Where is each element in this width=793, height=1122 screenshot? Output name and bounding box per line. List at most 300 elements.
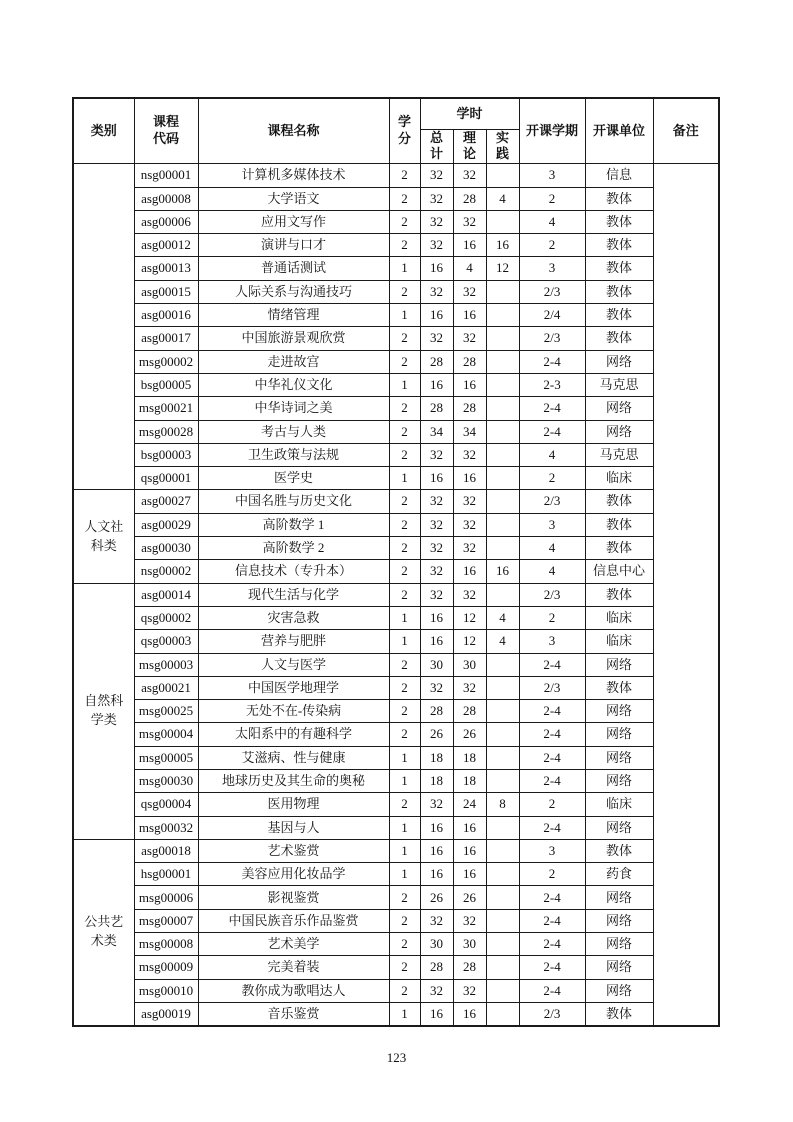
cell-credits: 2 [389, 350, 420, 373]
cell-theory: 28 [453, 700, 486, 723]
cell-name: 无处不在-传染病 [198, 700, 389, 723]
cell-credits: 2 [389, 443, 420, 466]
cell-dept: 网络 [585, 816, 653, 839]
table-header [73, 98, 719, 164]
cell-name: 营养与肥胖 [198, 630, 389, 653]
cell-total: 32 [420, 187, 453, 210]
table-row [73, 653, 719, 676]
cell-total: 16 [420, 816, 453, 839]
cell-credits: 1 [389, 770, 420, 793]
cell-practice [486, 979, 519, 1002]
cell-theory: 34 [453, 420, 486, 443]
table-row [73, 630, 719, 653]
cell-name: 卫生政策与法规 [198, 443, 389, 466]
table-row [73, 467, 719, 490]
cell-theory: 28 [453, 187, 486, 210]
cell-practice [486, 513, 519, 536]
cell-name: 艺术美学 [198, 933, 389, 956]
cell-code: msg00005 [134, 746, 198, 769]
cell-semester: 2-4 [519, 420, 585, 443]
cell-theory: 32 [453, 164, 486, 187]
cell-theory: 28 [453, 956, 486, 979]
cell-semester: 2-4 [519, 933, 585, 956]
cell-credits: 2 [389, 723, 420, 746]
cell-credits: 2 [389, 513, 420, 536]
cell-dept: 网络 [585, 397, 653, 420]
cell-total: 28 [420, 397, 453, 420]
cell-practice [486, 956, 519, 979]
cell-dept: 教体 [585, 280, 653, 303]
cell-total: 32 [420, 560, 453, 583]
cell-practice [486, 350, 519, 373]
header-hours-practice: 实践 [486, 129, 519, 164]
category-cell [73, 839, 134, 1025]
cell-name: 中华礼仪文化 [198, 373, 389, 396]
course-table-body [73, 164, 719, 1026]
cell-theory: 32 [453, 979, 486, 1002]
cell-theory: 12 [453, 606, 486, 629]
header-course-code: 课程代码 [134, 98, 198, 164]
cell-credits: 1 [389, 304, 420, 327]
cell-practice [486, 886, 519, 909]
cell-code: nsg00001 [134, 164, 198, 187]
cell-name: 中国医学地理学 [198, 676, 389, 699]
cell-semester: 2-4 [519, 700, 585, 723]
cell-semester: 3 [519, 513, 585, 536]
cell-practice: 16 [486, 560, 519, 583]
cell-name: 现代生活与化学 [198, 583, 389, 606]
cell-theory: 4 [453, 257, 486, 280]
cell-theory: 16 [453, 816, 486, 839]
table-row [73, 933, 719, 956]
cell-code: asg00006 [134, 210, 198, 233]
cell-practice [486, 397, 519, 420]
cell-name: 考古与人类 [198, 420, 389, 443]
cell-dept: 马克思 [585, 373, 653, 396]
header-credits: 学分 [389, 98, 420, 164]
cell-dept: 网络 [585, 746, 653, 769]
cell-code: msg00003 [134, 653, 198, 676]
cell-code: msg00010 [134, 979, 198, 1002]
cell-total: 30 [420, 653, 453, 676]
cell-dept: 教体 [585, 234, 653, 257]
category-label: 人文社科类 [84, 518, 124, 553]
cell-semester: 4 [519, 210, 585, 233]
cell-total: 16 [420, 467, 453, 490]
cell-name: 信息技术（专升本） [198, 560, 389, 583]
cell-theory: 28 [453, 397, 486, 420]
course-table [72, 97, 720, 1027]
cell-semester: 2-3 [519, 373, 585, 396]
cell-code: msg00006 [134, 886, 198, 909]
cell-name: 走进故宫 [198, 350, 389, 373]
cell-theory: 16 [453, 304, 486, 327]
cell-total: 32 [420, 793, 453, 816]
cell-theory: 18 [453, 746, 486, 769]
cell-theory: 32 [453, 537, 486, 560]
cell-total: 16 [420, 839, 453, 862]
cell-credits: 1 [389, 373, 420, 396]
table-row [73, 350, 719, 373]
cell-semester: 2-4 [519, 956, 585, 979]
cell-dept: 网络 [585, 979, 653, 1002]
cell-practice: 16 [486, 234, 519, 257]
cell-code: asg00014 [134, 583, 198, 606]
category-label: 自然科学类 [84, 693, 124, 728]
cell-code: asg00008 [134, 187, 198, 210]
cell-semester: 2/3 [519, 327, 585, 350]
table-row [73, 373, 719, 396]
table-row [73, 676, 719, 699]
cell-total: 18 [420, 746, 453, 769]
cell-code: qsg00001 [134, 467, 198, 490]
table-row [73, 816, 719, 839]
cell-practice [486, 839, 519, 862]
cell-dept: 教体 [585, 537, 653, 560]
cell-credits: 2 [389, 653, 420, 676]
cell-total: 32 [420, 513, 453, 536]
cell-semester: 2/4 [519, 304, 585, 327]
cell-dept: 网络 [585, 956, 653, 979]
cell-name: 医学史 [198, 467, 389, 490]
cell-semester: 2 [519, 234, 585, 257]
category-cell [73, 164, 134, 490]
cell-dept: 教体 [585, 1002, 653, 1025]
header-hours-theory: 理论 [453, 129, 486, 164]
course-table-container [72, 97, 718, 1027]
cell-semester: 3 [519, 257, 585, 280]
cell-credits: 2 [389, 280, 420, 303]
cell-practice [486, 164, 519, 187]
cell-name: 情绪管理 [198, 304, 389, 327]
cell-practice: 12 [486, 257, 519, 280]
cell-dept: 马克思 [585, 443, 653, 466]
category-cell [73, 490, 134, 583]
table-row [73, 793, 719, 816]
cell-practice [486, 583, 519, 606]
cell-dept: 教体 [585, 304, 653, 327]
cell-total: 16 [420, 863, 453, 886]
cell-credits: 2 [389, 234, 420, 257]
cell-practice [486, 909, 519, 932]
cell-name: 美容应用化妆品学 [198, 863, 389, 886]
cell-credits: 2 [389, 397, 420, 420]
cell-name: 太阳系中的有趣科学 [198, 723, 389, 746]
cell-dept: 教体 [585, 327, 653, 350]
cell-credits: 2 [389, 700, 420, 723]
cell-semester: 3 [519, 630, 585, 653]
cell-total: 16 [420, 304, 453, 327]
cell-credits: 1 [389, 467, 420, 490]
cell-credits: 2 [389, 793, 420, 816]
cell-name: 人文与医学 [198, 653, 389, 676]
table-row [73, 304, 719, 327]
header-course-name: 课程名称 [198, 98, 389, 164]
cell-semester: 2-4 [519, 816, 585, 839]
table-row [73, 234, 719, 257]
table-row [73, 839, 719, 862]
cell-semester: 2/3 [519, 583, 585, 606]
cell-total: 16 [420, 630, 453, 653]
cell-semester: 2 [519, 793, 585, 816]
cell-code: qsg00003 [134, 630, 198, 653]
table-row [73, 606, 719, 629]
cell-credits: 1 [389, 863, 420, 886]
cell-total: 30 [420, 933, 453, 956]
cell-code: asg00029 [134, 513, 198, 536]
cell-semester: 2 [519, 467, 585, 490]
cell-semester: 2-4 [519, 723, 585, 746]
cell-name: 基因与人 [198, 816, 389, 839]
cell-dept: 药食 [585, 863, 653, 886]
cell-semester: 2 [519, 606, 585, 629]
cell-name: 灾害急救 [198, 606, 389, 629]
cell-semester: 2-4 [519, 770, 585, 793]
cell-name: 应用文写作 [198, 210, 389, 233]
table-row [73, 1002, 719, 1025]
cell-name: 中华诗词之美 [198, 397, 389, 420]
table-row [73, 513, 719, 536]
cell-total: 34 [420, 420, 453, 443]
table-row [73, 280, 719, 303]
header-semester: 开课学期 [519, 98, 585, 164]
cell-total: 32 [420, 676, 453, 699]
cell-total: 32 [420, 280, 453, 303]
cell-practice [486, 443, 519, 466]
cell-credits: 2 [389, 537, 420, 560]
cell-dept: 网络 [585, 350, 653, 373]
cell-semester: 3 [519, 839, 585, 862]
cell-credits: 2 [389, 560, 420, 583]
cell-dept: 网络 [585, 770, 653, 793]
cell-practice: 4 [486, 606, 519, 629]
cell-practice: 4 [486, 187, 519, 210]
cell-practice [486, 700, 519, 723]
cell-practice [486, 863, 519, 886]
cell-semester: 2-4 [519, 397, 585, 420]
cell-dept: 网络 [585, 909, 653, 932]
cell-code: asg00019 [134, 1002, 198, 1025]
cell-dept: 网络 [585, 653, 653, 676]
cell-credits: 2 [389, 933, 420, 956]
cell-dept: 临床 [585, 793, 653, 816]
cell-code: asg00021 [134, 676, 198, 699]
cell-semester: 2-4 [519, 979, 585, 1002]
cell-practice [486, 816, 519, 839]
cell-code: qsg00002 [134, 606, 198, 629]
cell-semester: 4 [519, 443, 585, 466]
cell-theory: 18 [453, 770, 486, 793]
cell-name: 地球历史及其生命的奥秘 [198, 770, 389, 793]
cell-name: 高阶数学 2 [198, 537, 389, 560]
cell-practice: 8 [486, 793, 519, 816]
cell-semester: 3 [519, 164, 585, 187]
cell-credits: 2 [389, 979, 420, 1002]
remarks-cell [653, 164, 719, 1026]
cell-dept: 网络 [585, 700, 653, 723]
cell-theory: 26 [453, 723, 486, 746]
cell-total: 16 [420, 606, 453, 629]
cell-name: 计算机多媒体技术 [198, 164, 389, 187]
cell-dept: 教体 [585, 839, 653, 862]
cell-credits: 1 [389, 746, 420, 769]
cell-total: 16 [420, 257, 453, 280]
cell-semester: 4 [519, 537, 585, 560]
cell-total: 32 [420, 979, 453, 1002]
header-row-1 [73, 98, 719, 129]
cell-name: 普通话测试 [198, 257, 389, 280]
cell-practice [486, 490, 519, 513]
cell-dept: 教体 [585, 210, 653, 233]
table-row [73, 327, 719, 350]
table-row [73, 746, 719, 769]
cell-credits: 2 [389, 909, 420, 932]
cell-practice [486, 327, 519, 350]
table-row [73, 909, 719, 932]
cell-code: msg00032 [134, 816, 198, 839]
cell-theory: 16 [453, 467, 486, 490]
cell-code: msg00008 [134, 933, 198, 956]
header-category: 类别 [73, 98, 134, 164]
cell-code: hsg00001 [134, 863, 198, 886]
cell-code: msg00025 [134, 700, 198, 723]
cell-credits: 1 [389, 816, 420, 839]
cell-practice: 4 [486, 630, 519, 653]
cell-code: asg00018 [134, 839, 198, 862]
cell-total: 32 [420, 909, 453, 932]
header-hours-total: 总计 [420, 129, 453, 164]
cell-credits: 2 [389, 956, 420, 979]
cell-theory: 32 [453, 583, 486, 606]
cell-practice [486, 373, 519, 396]
cell-name: 音乐鉴赏 [198, 1002, 389, 1025]
cell-semester: 4 [519, 560, 585, 583]
cell-practice [486, 746, 519, 769]
cell-credits: 1 [389, 257, 420, 280]
cell-dept: 网络 [585, 886, 653, 909]
cell-semester: 2-4 [519, 350, 585, 373]
cell-practice [486, 770, 519, 793]
cell-code: asg00012 [134, 234, 198, 257]
cell-theory: 16 [453, 863, 486, 886]
cell-code: bsg00003 [134, 443, 198, 466]
cell-code: msg00030 [134, 770, 198, 793]
cell-dept: 教体 [585, 257, 653, 280]
cell-total: 16 [420, 373, 453, 396]
cell-credits: 1 [389, 839, 420, 862]
cell-code: asg00030 [134, 537, 198, 560]
table-row [73, 863, 719, 886]
cell-credits: 2 [389, 886, 420, 909]
cell-semester: 2/3 [519, 1002, 585, 1025]
table-row [73, 770, 719, 793]
cell-theory: 32 [453, 909, 486, 932]
cell-total: 32 [420, 537, 453, 560]
cell-credits: 2 [389, 327, 420, 350]
cell-code: msg00009 [134, 956, 198, 979]
cell-credits: 1 [389, 606, 420, 629]
cell-total: 16 [420, 1002, 453, 1025]
table-row [73, 397, 719, 420]
header-hours-group: 学时 [420, 98, 519, 129]
cell-credits: 2 [389, 583, 420, 606]
cell-theory: 16 [453, 234, 486, 257]
cell-name: 影视鉴赏 [198, 886, 389, 909]
cell-name: 艺术鉴赏 [198, 839, 389, 862]
cell-dept: 教体 [585, 513, 653, 536]
cell-practice [486, 933, 519, 956]
cell-dept: 临床 [585, 606, 653, 629]
cell-theory: 30 [453, 653, 486, 676]
cell-credits: 2 [389, 420, 420, 443]
cell-theory: 24 [453, 793, 486, 816]
cell-name: 中国旅游景观欣赏 [198, 327, 389, 350]
cell-total: 26 [420, 723, 453, 746]
cell-dept: 临床 [585, 467, 653, 490]
cell-total: 28 [420, 350, 453, 373]
cell-theory: 32 [453, 443, 486, 466]
cell-dept: 教体 [585, 187, 653, 210]
cell-dept: 信息中心 [585, 560, 653, 583]
cell-code: asg00017 [134, 327, 198, 350]
cell-dept: 教体 [585, 490, 653, 513]
cell-total: 32 [420, 583, 453, 606]
cell-semester: 2/3 [519, 490, 585, 513]
cell-total: 32 [420, 490, 453, 513]
cell-credits: 1 [389, 630, 420, 653]
header-department: 开课单位 [585, 98, 653, 164]
cell-dept: 网络 [585, 420, 653, 443]
cell-total: 32 [420, 210, 453, 233]
cell-theory: 32 [453, 513, 486, 536]
cell-total: 32 [420, 327, 453, 350]
table-row [73, 979, 719, 1002]
cell-semester: 2 [519, 863, 585, 886]
cell-theory: 12 [453, 630, 486, 653]
cell-theory: 32 [453, 210, 486, 233]
cell-code: asg00013 [134, 257, 198, 280]
table-row [73, 257, 719, 280]
cell-name: 教你成为歌唱达人 [198, 979, 389, 1002]
cell-code: msg00021 [134, 397, 198, 420]
cell-practice [486, 420, 519, 443]
cell-practice [486, 280, 519, 303]
cell-name: 高阶数学 1 [198, 513, 389, 536]
cell-theory: 16 [453, 373, 486, 396]
cell-credits: 1 [389, 1002, 420, 1025]
table-row [73, 560, 719, 583]
header-remarks: 备注 [653, 98, 719, 164]
cell-semester: 2-4 [519, 909, 585, 932]
cell-name: 中国名胜与历史文化 [198, 490, 389, 513]
cell-dept: 网络 [585, 933, 653, 956]
cell-code: qsg00004 [134, 793, 198, 816]
cell-total: 28 [420, 956, 453, 979]
cell-theory: 32 [453, 676, 486, 699]
table-row [73, 443, 719, 466]
cell-theory: 16 [453, 1002, 486, 1025]
table-row [73, 886, 719, 909]
cell-theory: 16 [453, 839, 486, 862]
cell-name: 中国民族音乐作品鉴赏 [198, 909, 389, 932]
cell-theory: 32 [453, 327, 486, 350]
table-row [73, 723, 719, 746]
cell-credits: 2 [389, 210, 420, 233]
cell-credits: 2 [389, 676, 420, 699]
cell-total: 18 [420, 770, 453, 793]
table-row [73, 187, 719, 210]
cell-theory: 32 [453, 490, 486, 513]
